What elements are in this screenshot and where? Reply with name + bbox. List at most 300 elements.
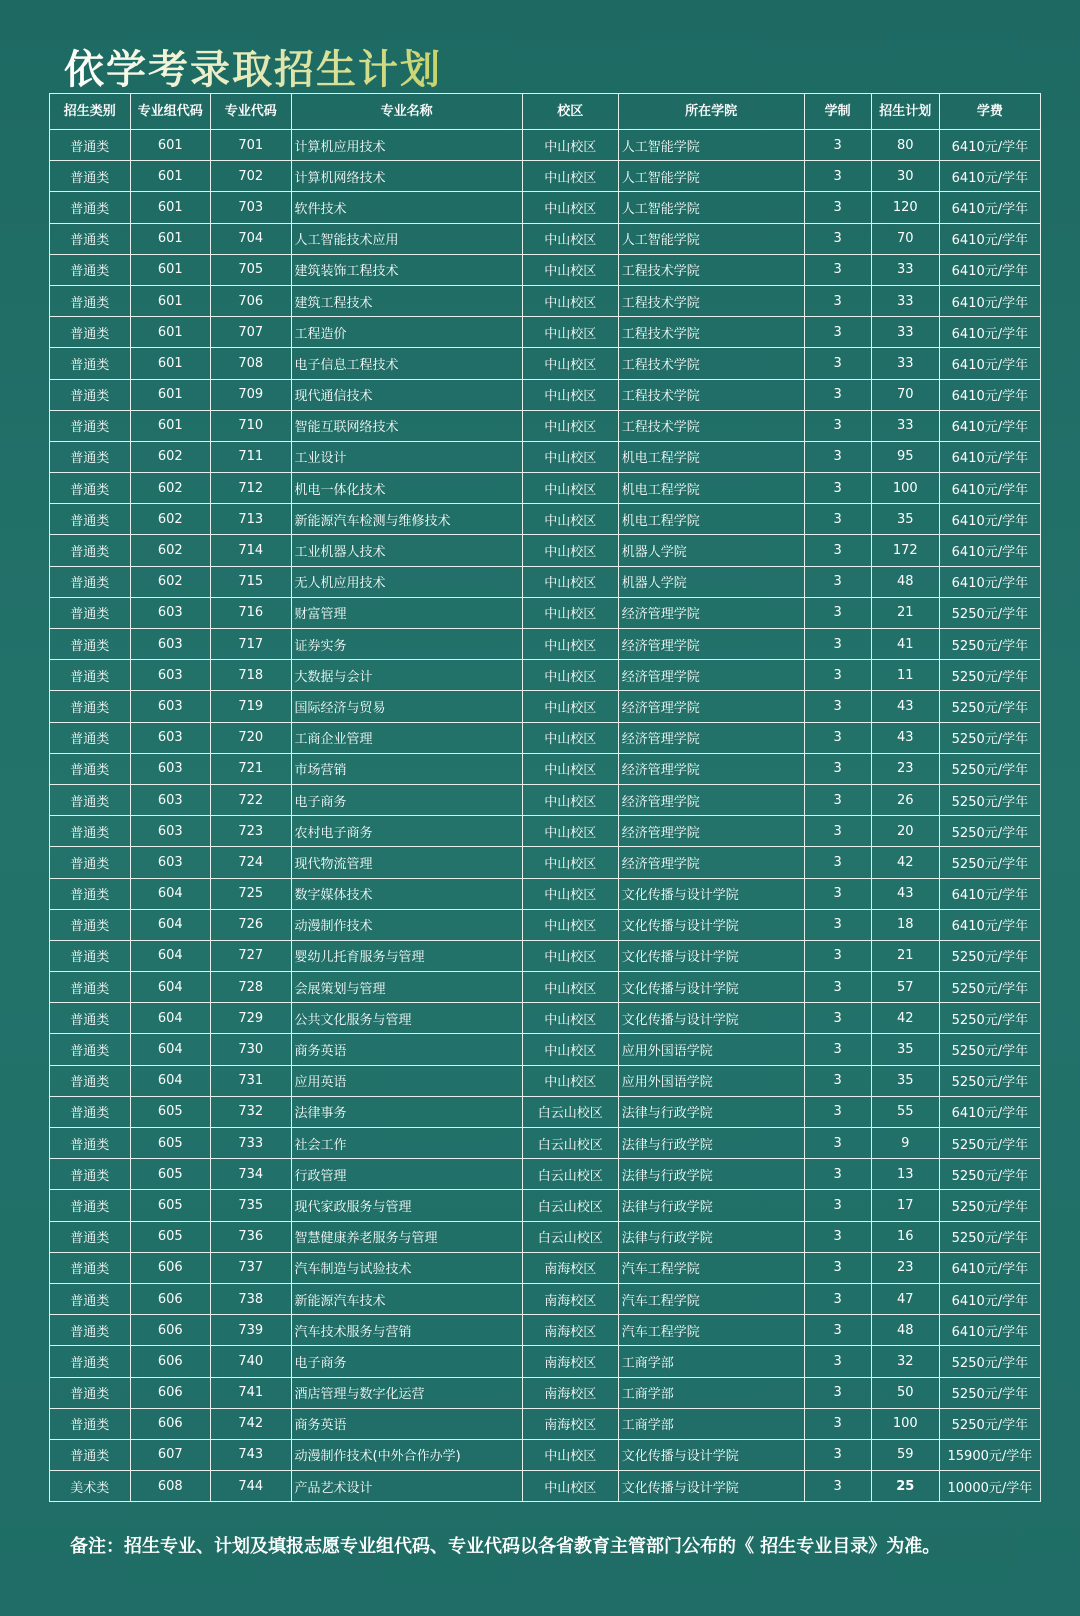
cell-major-name: 动漫制作技术: [291, 909, 522, 940]
cell-group-code: 601: [130, 130, 211, 161]
cell-tuition: 5250元/学年: [939, 940, 1040, 971]
cell-college: 经济管理学院: [618, 691, 804, 722]
cell-major-code: 736: [211, 1221, 292, 1252]
cell-category: 普通类: [50, 473, 131, 504]
cell-duration: 3: [804, 1377, 871, 1408]
cell-campus: 中山校区: [522, 130, 618, 161]
cell-major-code: 721: [211, 753, 292, 784]
cell-category: 普通类: [50, 1221, 131, 1252]
cell-plan: 11: [871, 660, 939, 691]
cell-category: 普通类: [50, 1283, 131, 1314]
cell-major-code: 718: [211, 660, 292, 691]
cell-major-code: 742: [211, 1408, 292, 1439]
cell-group-code: 604: [130, 909, 211, 940]
cell-duration: 3: [804, 660, 871, 691]
cell-group-code: 603: [130, 660, 211, 691]
table-row: [50, 1471, 1041, 1502]
cell-college: 机电工程学院: [618, 441, 804, 472]
cell-category: 普通类: [50, 410, 131, 441]
cell-campus: 中山校区: [522, 379, 618, 410]
cell-campus: 中山校区: [522, 566, 618, 597]
table-row: [50, 1159, 1041, 1190]
cell-college: 汽车工程学院: [618, 1252, 804, 1283]
cell-college: 文化传播与设计学院: [618, 940, 804, 971]
cell-major-name: 商务英语: [291, 1408, 522, 1439]
cell-major-code: 732: [211, 1096, 292, 1127]
cell-plan: 47: [871, 1283, 939, 1314]
cell-college: 经济管理学院: [618, 784, 804, 815]
cell-duration: 3: [804, 1408, 871, 1439]
table-row: [50, 909, 1041, 940]
cell-major-name: 法律事务: [291, 1096, 522, 1127]
cell-college: 应用外国语学院: [618, 1065, 804, 1096]
cell-group-code: 601: [130, 410, 211, 441]
table-row: [50, 285, 1041, 316]
cell-duration: 3: [804, 1065, 871, 1096]
cell-group-code: 604: [130, 1034, 211, 1065]
cell-major-name: 建筑工程技术: [291, 285, 522, 316]
cell-college: 汽车工程学院: [618, 1283, 804, 1314]
cell-major-code: 703: [211, 192, 292, 223]
cell-group-code: 605: [130, 1190, 211, 1221]
cell-major-name: 应用英语: [291, 1065, 522, 1096]
cell-major-name: 人工智能技术应用: [291, 223, 522, 254]
cell-major-code: 737: [211, 1252, 292, 1283]
cell-group-code: 606: [130, 1346, 211, 1377]
cell-duration: 3: [804, 1315, 871, 1346]
cell-group-code: 604: [130, 1003, 211, 1034]
cell-tuition: 6410元/学年: [939, 379, 1040, 410]
cell-college: 经济管理学院: [618, 660, 804, 691]
cell-major-name: 婴幼儿托育服务与管理: [291, 940, 522, 971]
cell-campus: 中山校区: [522, 192, 618, 223]
cell-major-code: 740: [211, 1346, 292, 1377]
cell-group-code: 606: [130, 1377, 211, 1408]
cell-college: 机电工程学院: [618, 473, 804, 504]
cell-duration: 3: [804, 535, 871, 566]
cell-category: 普通类: [50, 1128, 131, 1159]
cell-duration: 3: [804, 597, 871, 628]
cell-college: 人工智能学院: [618, 223, 804, 254]
cell-tuition: 6410元/学年: [939, 909, 1040, 940]
cell-campus: 白云山校区: [522, 1096, 618, 1127]
cell-plan: 43: [871, 722, 939, 753]
cell-plan: 16: [871, 1221, 939, 1252]
cell-major-name: 建筑装饰工程技术: [291, 254, 522, 285]
cell-major-name: 会展策划与管理: [291, 972, 522, 1003]
table-row: [50, 441, 1041, 472]
enrollment-plan-table-container: [49, 93, 1041, 1502]
cell-group-code: 601: [130, 161, 211, 192]
cell-category: 普通类: [50, 1034, 131, 1065]
header-row: [50, 94, 1041, 130]
cell-major-code: 743: [211, 1439, 292, 1470]
cell-major-code: 715: [211, 566, 292, 597]
cell-plan: 120: [871, 192, 939, 223]
cell-category: 普通类: [50, 1096, 131, 1127]
cell-duration: 3: [804, 691, 871, 722]
cell-major-name: 现代家政服务与管理: [291, 1190, 522, 1221]
cell-tuition: 5250元/学年: [939, 753, 1040, 784]
cell-plan: 100: [871, 473, 939, 504]
cell-group-code: 602: [130, 441, 211, 472]
cell-major-code: 717: [211, 629, 292, 660]
cell-college: 机器人学院: [618, 535, 804, 566]
table-row: [50, 1283, 1041, 1314]
cell-plan: 33: [871, 348, 939, 379]
cell-major-name: 公共文化服务与管理: [291, 1003, 522, 1034]
table-row: [50, 816, 1041, 847]
cell-category: 普通类: [50, 254, 131, 285]
table-row: [50, 1003, 1041, 1034]
cell-category: 普通类: [50, 629, 131, 660]
cell-category: 普通类: [50, 722, 131, 753]
cell-college: 文化传播与设计学院: [618, 878, 804, 909]
cell-duration: 3: [804, 566, 871, 597]
cell-group-code: 601: [130, 379, 211, 410]
cell-major-code: 714: [211, 535, 292, 566]
cell-group-code: 605: [130, 1096, 211, 1127]
cell-duration: 3: [804, 722, 871, 753]
cell-plan: 33: [871, 254, 939, 285]
cell-college: 经济管理学院: [618, 753, 804, 784]
cell-category: 普通类: [50, 784, 131, 815]
cell-plan: 70: [871, 223, 939, 254]
cell-group-code: 605: [130, 1128, 211, 1159]
cell-major-name: 数字媒体技术: [291, 878, 522, 909]
table-row: [50, 1252, 1041, 1283]
cell-duration: 3: [804, 161, 871, 192]
cell-major-name: 现代物流管理: [291, 847, 522, 878]
header-category: 招生类别: [50, 94, 131, 130]
page-title: 依学考录取招生计划: [64, 38, 442, 95]
cell-plan: 41: [871, 629, 939, 660]
cell-duration: 3: [804, 410, 871, 441]
cell-college: 法律与行政学院: [618, 1096, 804, 1127]
cell-campus: 中山校区: [522, 629, 618, 660]
cell-college: 经济管理学院: [618, 722, 804, 753]
cell-category: 普通类: [50, 1408, 131, 1439]
table-row: [50, 597, 1041, 628]
cell-category: 普通类: [50, 566, 131, 597]
cell-major-code: 706: [211, 285, 292, 316]
cell-group-code: 606: [130, 1408, 211, 1439]
header-major-code: 专业代码: [211, 94, 292, 130]
cell-campus: 中山校区: [522, 1003, 618, 1034]
cell-major-code: 725: [211, 878, 292, 909]
cell-plan: 172: [871, 535, 939, 566]
cell-campus: 中山校区: [522, 410, 618, 441]
cell-campus: 中山校区: [522, 348, 618, 379]
header-major-name: 专业名称: [291, 94, 522, 130]
cell-college: 人工智能学院: [618, 130, 804, 161]
cell-plan: 25: [871, 1471, 939, 1502]
cell-college: 机器人学院: [618, 566, 804, 597]
cell-duration: 3: [804, 816, 871, 847]
cell-tuition: 6410元/学年: [939, 878, 1040, 909]
cell-campus: 南海校区: [522, 1315, 618, 1346]
cell-tuition: 6410元/学年: [939, 1315, 1040, 1346]
cell-major-code: 733: [211, 1128, 292, 1159]
cell-category: 普通类: [50, 847, 131, 878]
cell-major-code: 705: [211, 254, 292, 285]
table-row: [50, 660, 1041, 691]
table-body: [50, 130, 1041, 1502]
cell-tuition: 5250元/学年: [939, 1377, 1040, 1408]
cell-tuition: 5250元/学年: [939, 691, 1040, 722]
cell-group-code: 601: [130, 317, 211, 348]
cell-plan: 43: [871, 691, 939, 722]
cell-major-code: 731: [211, 1065, 292, 1096]
cell-major-name: 证券实务: [291, 629, 522, 660]
cell-major-code: 741: [211, 1377, 292, 1408]
cell-duration: 3: [804, 130, 871, 161]
cell-duration: 3: [804, 1439, 871, 1470]
cell-campus: 中山校区: [522, 1065, 618, 1096]
cell-tuition: 6410元/学年: [939, 1096, 1040, 1127]
cell-major-code: 730: [211, 1034, 292, 1065]
cell-tuition: 6410元/学年: [939, 441, 1040, 472]
cell-tuition: 6410元/学年: [939, 285, 1040, 316]
cell-major-code: 739: [211, 1315, 292, 1346]
table-row: [50, 784, 1041, 815]
cell-group-code: 602: [130, 504, 211, 535]
cell-group-code: 603: [130, 753, 211, 784]
cell-campus: 中山校区: [522, 317, 618, 348]
table-row: [50, 691, 1041, 722]
header-college: 所在学院: [618, 94, 804, 130]
cell-duration: 3: [804, 379, 871, 410]
cell-campus: 中山校区: [522, 504, 618, 535]
cell-tuition: 6410元/学年: [939, 535, 1040, 566]
cell-campus: 南海校区: [522, 1346, 618, 1377]
cell-duration: 3: [804, 847, 871, 878]
cell-major-name: 工业机器人技术: [291, 535, 522, 566]
cell-major-name: 社会工作: [291, 1128, 522, 1159]
cell-duration: 3: [804, 1190, 871, 1221]
cell-duration: 3: [804, 878, 871, 909]
cell-duration: 3: [804, 317, 871, 348]
cell-college: 工商学部: [618, 1408, 804, 1439]
cell-major-name: 新能源汽车技术: [291, 1283, 522, 1314]
cell-college: 工商学部: [618, 1346, 804, 1377]
cell-group-code: 602: [130, 535, 211, 566]
cell-major-code: 727: [211, 940, 292, 971]
cell-major-name: 无人机应用技术: [291, 566, 522, 597]
table-row: [50, 722, 1041, 753]
cell-plan: 20: [871, 816, 939, 847]
cell-category: 普通类: [50, 909, 131, 940]
cell-college: 汽车工程学院: [618, 1315, 804, 1346]
cell-duration: 3: [804, 1221, 871, 1252]
cell-campus: 中山校区: [522, 816, 618, 847]
cell-major-code: 711: [211, 441, 292, 472]
cell-campus: 中山校区: [522, 473, 618, 504]
cell-college: 人工智能学院: [618, 192, 804, 223]
cell-major-name: 电子商务: [291, 1346, 522, 1377]
cell-major-name: 工程造价: [291, 317, 522, 348]
cell-duration: 3: [804, 1346, 871, 1377]
cell-group-code: 603: [130, 629, 211, 660]
cell-campus: 中山校区: [522, 1034, 618, 1065]
cell-plan: 43: [871, 878, 939, 909]
cell-group-code: 601: [130, 285, 211, 316]
cell-major-name: 行政管理: [291, 1159, 522, 1190]
cell-tuition: 5250元/学年: [939, 1003, 1040, 1034]
cell-group-code: 601: [130, 348, 211, 379]
cell-college: 法律与行政学院: [618, 1128, 804, 1159]
cell-plan: 26: [871, 784, 939, 815]
cell-group-code: 601: [130, 223, 211, 254]
cell-duration: 3: [804, 1159, 871, 1190]
cell-duration: 3: [804, 784, 871, 815]
table-row: [50, 1408, 1041, 1439]
cell-tuition: 5250元/学年: [939, 1221, 1040, 1252]
cell-major-name: 农村电子商务: [291, 816, 522, 847]
cell-category: 普通类: [50, 1377, 131, 1408]
cell-category: 美术类: [50, 1471, 131, 1502]
table-row: [50, 535, 1041, 566]
cell-tuition: 6410元/学年: [939, 254, 1040, 285]
cell-plan: 95: [871, 441, 939, 472]
cell-major-name: 智慧健康养老服务与管理: [291, 1221, 522, 1252]
cell-category: 普通类: [50, 1346, 131, 1377]
cell-group-code: 603: [130, 722, 211, 753]
cell-major-code: 716: [211, 597, 292, 628]
cell-college: 经济管理学院: [618, 847, 804, 878]
header-duration: 学制: [804, 94, 871, 130]
cell-category: 普通类: [50, 1065, 131, 1096]
cell-major-name: 市场营销: [291, 753, 522, 784]
cell-category: 普通类: [50, 535, 131, 566]
enrollment-plan-table: [49, 93, 1041, 1502]
cell-tuition: 15900元/学年: [939, 1439, 1040, 1470]
cell-category: 普通类: [50, 1003, 131, 1034]
cell-campus: 中山校区: [522, 660, 618, 691]
cell-tuition: 6410元/学年: [939, 566, 1040, 597]
cell-group-code: 604: [130, 972, 211, 1003]
cell-tuition: 5250元/学年: [939, 722, 1040, 753]
cell-group-code: 603: [130, 597, 211, 628]
cell-plan: 80: [871, 130, 939, 161]
cell-group-code: 604: [130, 940, 211, 971]
cell-college: 应用外国语学院: [618, 1034, 804, 1065]
cell-college: 工商学部: [618, 1377, 804, 1408]
table-row: [50, 972, 1041, 1003]
cell-campus: 白云山校区: [522, 1128, 618, 1159]
cell-plan: 23: [871, 1252, 939, 1283]
cell-plan: 35: [871, 1034, 939, 1065]
cell-category: 普通类: [50, 597, 131, 628]
cell-campus: 中山校区: [522, 784, 618, 815]
cell-tuition: 5250元/学年: [939, 816, 1040, 847]
cell-category: 普通类: [50, 441, 131, 472]
cell-duration: 3: [804, 285, 871, 316]
cell-plan: 33: [871, 285, 939, 316]
cell-major-code: 724: [211, 847, 292, 878]
cell-major-name: 智能互联网络技术: [291, 410, 522, 441]
cell-duration: 3: [804, 348, 871, 379]
table-row: [50, 940, 1041, 971]
cell-college: 经济管理学院: [618, 629, 804, 660]
table-row: [50, 1221, 1041, 1252]
cell-college: 工程技术学院: [618, 285, 804, 316]
cell-major-code: 735: [211, 1190, 292, 1221]
cell-college: 经济管理学院: [618, 597, 804, 628]
cell-campus: 白云山校区: [522, 1190, 618, 1221]
cell-category: 普通类: [50, 285, 131, 316]
cell-plan: 18: [871, 909, 939, 940]
cell-campus: 中山校区: [522, 691, 618, 722]
cell-category: 普通类: [50, 317, 131, 348]
cell-major-name: 酒店管理与数字化运营: [291, 1377, 522, 1408]
cell-major-name: 汽车制造与试验技术: [291, 1252, 522, 1283]
cell-category: 普通类: [50, 348, 131, 379]
cell-college: 法律与行政学院: [618, 1159, 804, 1190]
cell-tuition: 5250元/学年: [939, 629, 1040, 660]
cell-campus: 南海校区: [522, 1408, 618, 1439]
cell-major-code: 722: [211, 784, 292, 815]
cell-major-name: 汽车技术服务与营销: [291, 1315, 522, 1346]
cell-tuition: 5250元/学年: [939, 847, 1040, 878]
cell-major-code: 720: [211, 722, 292, 753]
cell-plan: 55: [871, 1096, 939, 1127]
table-row: [50, 1315, 1041, 1346]
table-row: [50, 847, 1041, 878]
cell-major-code: 719: [211, 691, 292, 722]
cell-group-code: 604: [130, 878, 211, 909]
cell-major-code: 710: [211, 410, 292, 441]
cell-major-code: 713: [211, 504, 292, 535]
cell-category: 普通类: [50, 130, 131, 161]
cell-college: 人工智能学院: [618, 161, 804, 192]
cell-plan: 30: [871, 161, 939, 192]
cell-major-name: 工业设计: [291, 441, 522, 472]
cell-campus: 中山校区: [522, 847, 618, 878]
cell-major-name: 机电一体化技术: [291, 473, 522, 504]
table-row: [50, 1377, 1041, 1408]
cell-duration: 3: [804, 223, 871, 254]
cell-college: 经济管理学院: [618, 816, 804, 847]
cell-plan: 35: [871, 504, 939, 535]
table-header: [50, 94, 1041, 130]
cell-duration: 3: [804, 1003, 871, 1034]
footnote: 备注：招生专业、计划及填报志愿专业组代码、专业代码以各省教育主管部门公布的《 招生专业目录》为准。: [70, 1536, 941, 1557]
table-row: [50, 410, 1041, 441]
cell-tuition: 5250元/学年: [939, 1346, 1040, 1377]
table-row: [50, 379, 1041, 410]
table-row: [50, 504, 1041, 535]
cell-major-name: 新能源汽车检测与维修技术: [291, 504, 522, 535]
cell-major-name: 计算机网络技术: [291, 161, 522, 192]
cell-group-code: 608: [130, 1471, 211, 1502]
cell-category: 普通类: [50, 940, 131, 971]
cell-major-code: 744: [211, 1471, 292, 1502]
cell-duration: 3: [804, 1096, 871, 1127]
cell-group-code: 603: [130, 784, 211, 815]
cell-duration: 3: [804, 473, 871, 504]
cell-college: 机电工程学院: [618, 504, 804, 535]
cell-category: 普通类: [50, 753, 131, 784]
header-campus: 校区: [522, 94, 618, 130]
table-row: [50, 753, 1041, 784]
cell-tuition: 6410元/学年: [939, 1283, 1040, 1314]
cell-major-code: 734: [211, 1159, 292, 1190]
cell-major-name: 软件技术: [291, 192, 522, 223]
table-row: [50, 473, 1041, 504]
cell-major-code: 707: [211, 317, 292, 348]
cell-college: 工程技术学院: [618, 348, 804, 379]
